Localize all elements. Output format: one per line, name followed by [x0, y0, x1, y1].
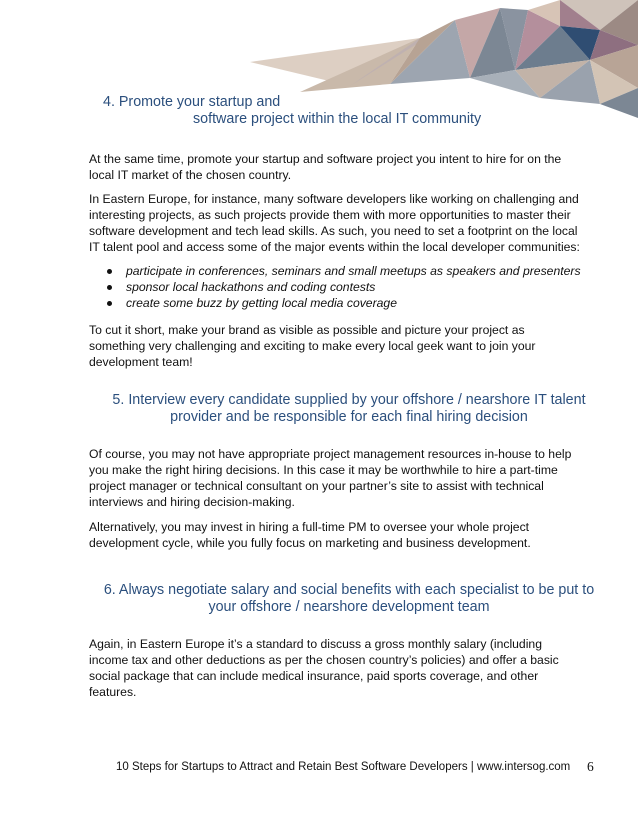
bullet-item	[89, 295, 609, 311]
text-line: IT talent pool and access some of the major events within the local developer communities:	[89, 240, 580, 254]
text-line: features.	[89, 685, 137, 699]
text-line: To cut it short, make your brand as visible as possible and picture your project as	[89, 323, 525, 337]
section-5-heading-line1: 5. Interview every candidate supplied by your offshore / nearshore IT talent	[112, 392, 586, 408]
text-line: Alternatively, you may invest in hiring a full-time PM to oversee your whole project	[89, 520, 530, 534]
bullet-dot-icon	[107, 269, 112, 274]
text-line: Of course, you may not have appropriate project management resources in-house to help	[89, 447, 572, 461]
text-line: social package that can include medical insurance, paid sports coverage, and other	[89, 669, 539, 683]
text-line: income tax and other deductions as per the chosen country’s policies) and offer a basic	[89, 653, 559, 667]
text-line: you make the right hiring decisions. In this case it may be worthwhile to hire a part-time	[89, 463, 558, 477]
section-4-paragraph-1	[89, 151, 599, 183]
bullet-item	[89, 279, 609, 295]
section-6-heading	[89, 582, 609, 616]
section-4-heading	[103, 94, 603, 128]
section-6-heading-line1: 6. Always negotiate salary and social benefits with each specialist to be put to	[103, 582, 595, 598]
section-5-heading	[89, 392, 609, 426]
text-line: interesting projects, as such projects provide them with more opportunities to master their	[89, 208, 571, 222]
text-line: Again, in Eastern Europe it’s a standard to discuss a gross monthly salary (including	[89, 637, 542, 651]
bullet-text: participate in conferences, seminars and small meetups as speakers and presenters	[126, 264, 581, 278]
section-4-paragraph-3	[89, 322, 599, 370]
text-line: local IT market of the chosen country.	[89, 168, 292, 182]
bullet-text: create some buzz by getting local media coverage	[126, 296, 397, 310]
text-line: development cycle, while you fully focus on marketing and business development.	[89, 536, 531, 550]
section-6-heading-line2: your offshore / nearshore development team	[208, 599, 490, 615]
bullet-dot-icon	[107, 285, 112, 290]
section-4-paragraph-2	[89, 191, 599, 255]
section-5-paragraph-1	[89, 446, 599, 510]
text-line: In Eastern Europe, for instance, many software developers like working on challenging and	[89, 192, 579, 206]
section-4-bullet-list	[89, 263, 609, 311]
text-line: something very challenging and exciting to make every local geek want to join your	[89, 339, 536, 353]
section-5-heading-line2: provider and be responsible for each final hiring decision	[170, 409, 528, 425]
text-line: software development and tech lead skills. As such, you need to set a footprint on the local	[89, 224, 578, 238]
text-line: interviews and hiring decision-making.	[89, 495, 295, 509]
section-4-heading-line2: software project within the local IT community	[193, 111, 482, 127]
text-line: development team!	[89, 355, 193, 369]
text-line: At the same time, promote your startup and software project you intent to hire for on the	[89, 152, 562, 166]
bullet-dot-icon	[107, 301, 112, 306]
section-5-paragraph-2	[89, 519, 599, 551]
bullet-item	[89, 263, 609, 279]
text-line: project manager or technical consultant on your partner’s site to assist with technical	[89, 479, 544, 493]
section-6-paragraph-1	[89, 636, 599, 700]
bullet-text: sponsor local hackathons and coding contests	[126, 280, 376, 294]
page-footer: 10 Steps for Startups to Attract and Retain Best Software Developers | www.intersog.com	[116, 761, 571, 773]
section-4-heading-line1: 4. Promote your startup and	[103, 94, 281, 110]
page-number: 6	[587, 759, 594, 774]
